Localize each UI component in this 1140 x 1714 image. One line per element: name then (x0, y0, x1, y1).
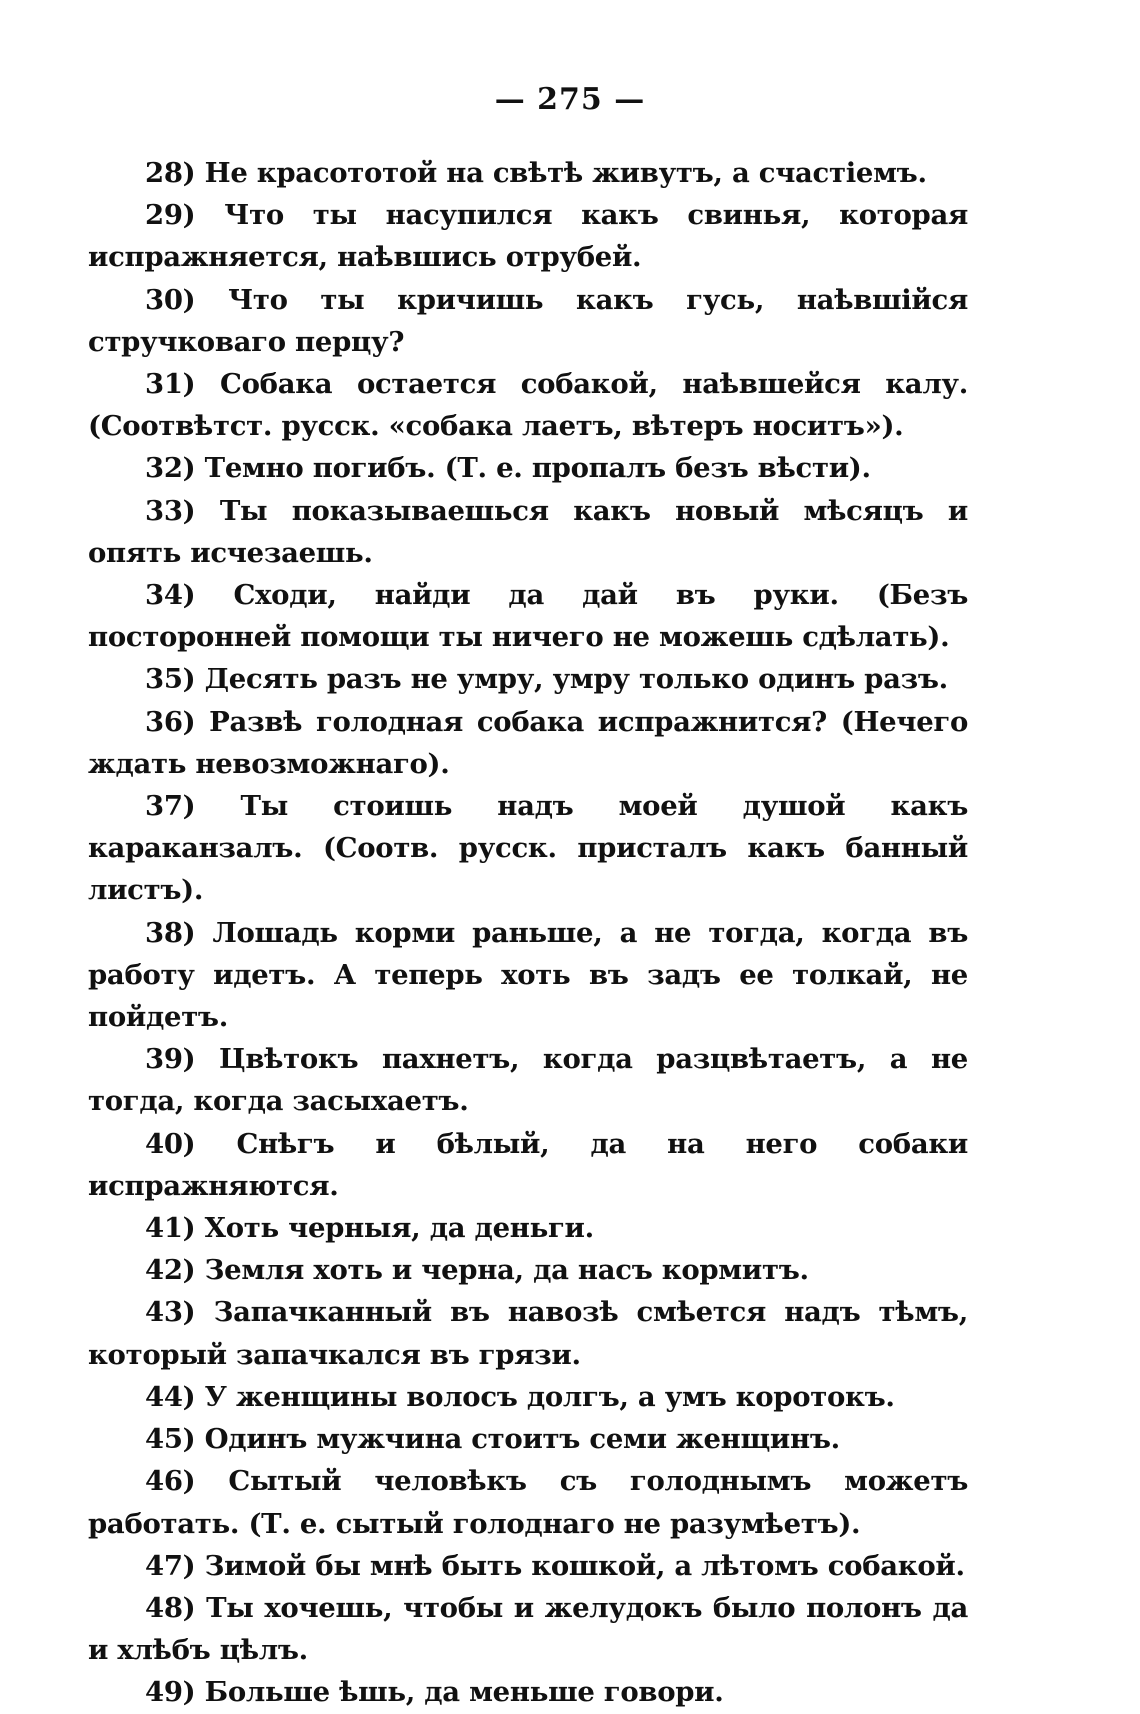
proverb-entry: 34) Сходи, найди да дай въ руки. (Безъ посторонней помощи ты ничего не можешь сдѣлать). (88, 579, 968, 654)
proverb-entry: 35) Десять разъ не умру, умру только одинъ разъ. (145, 663, 948, 696)
proverb-entry: 43) Запачканный въ навозѣ смѣется надъ тѣмъ, который запачкался въ грязи. (88, 1296, 968, 1371)
proverb-entry: 31) Собака остается собакой, наѣвшейся калу. (Соотвѣтст. русск. «собака лаетъ, вѣтеръ носитъ»). (88, 368, 968, 443)
proverb-entry: 33) Ты показываешься какъ новый мѣсяцъ и опять исчезаешь. (88, 494, 968, 569)
proverb-entry: 28) Не красототой на свѣтѣ живутъ, а счастіемъ. (145, 157, 927, 189)
proverb-entry: 36) Развѣ голодная собака испражнится? (Нечего ждать невозможнаго). (88, 705, 968, 780)
proverb-entry: 41) Хоть черныя, да деньги. (145, 1212, 594, 1245)
proverb-entry: 38) Лошадь корми раньше, а не тогда, когда въ работу идетъ. А теперь хоть въ задъ ее толкай, не пойдетъ. (88, 916, 968, 1034)
proverb-entry: 49) Больше ѣшь, да меньше говори. (145, 1676, 724, 1709)
proverb-entry: 47) Зимой бы мнѣ быть кошкой, а лѣтомъ собакой. (145, 1549, 965, 1582)
proverb-entry: 39) Цвѣтокъ пахнетъ, когда разцвѣтаетъ, а не тогда, когда засыхаетъ. (88, 1043, 968, 1118)
proverb-entry: 32) Темно погибъ. (Т. е. пропалъ безъ вѣсти). (145, 452, 871, 485)
proverb-entry: 30) Что ты кричишь какъ гусь, наѣвшійся стручковаго перцу? (88, 283, 968, 358)
proverb-entry: 48) Ты хочешь, чтобы и желудокъ было полонъ да и хлѣбъ цѣлъ. (88, 1591, 968, 1667)
proverb-entry: 29) Что ты насупился какъ свинья, которая испражняется, наѣвшись отрубей. (88, 199, 968, 274)
proverb-entry: 42) Земля хоть и черна, да насъ кормитъ. (145, 1254, 809, 1287)
proverb-entry: 46) Сытый человѣкъ съ голоднымъ можетъ работать. (Т. е. сытый голоднаго не разумѣетъ). (88, 1465, 968, 1540)
proverb-entry: 44) У женщины волосъ долгъ, а умъ коротокъ. (145, 1380, 895, 1413)
proverb-entry: 40) Снѣгъ и бѣлый, да на него собаки испражняются. (88, 1127, 968, 1202)
proverb-entry: 37) Ты стоишь надъ моей душой какъ караканзалъ. (Соотв. русск. присталъ какъ банный листъ). (88, 790, 968, 907)
page-number: — 275 — (494, 82, 646, 117)
proverb-entry: 45) Одинъ мужчина стоитъ семи женщинъ. (145, 1423, 840, 1456)
proverbs-list (88, 152, 968, 1714)
